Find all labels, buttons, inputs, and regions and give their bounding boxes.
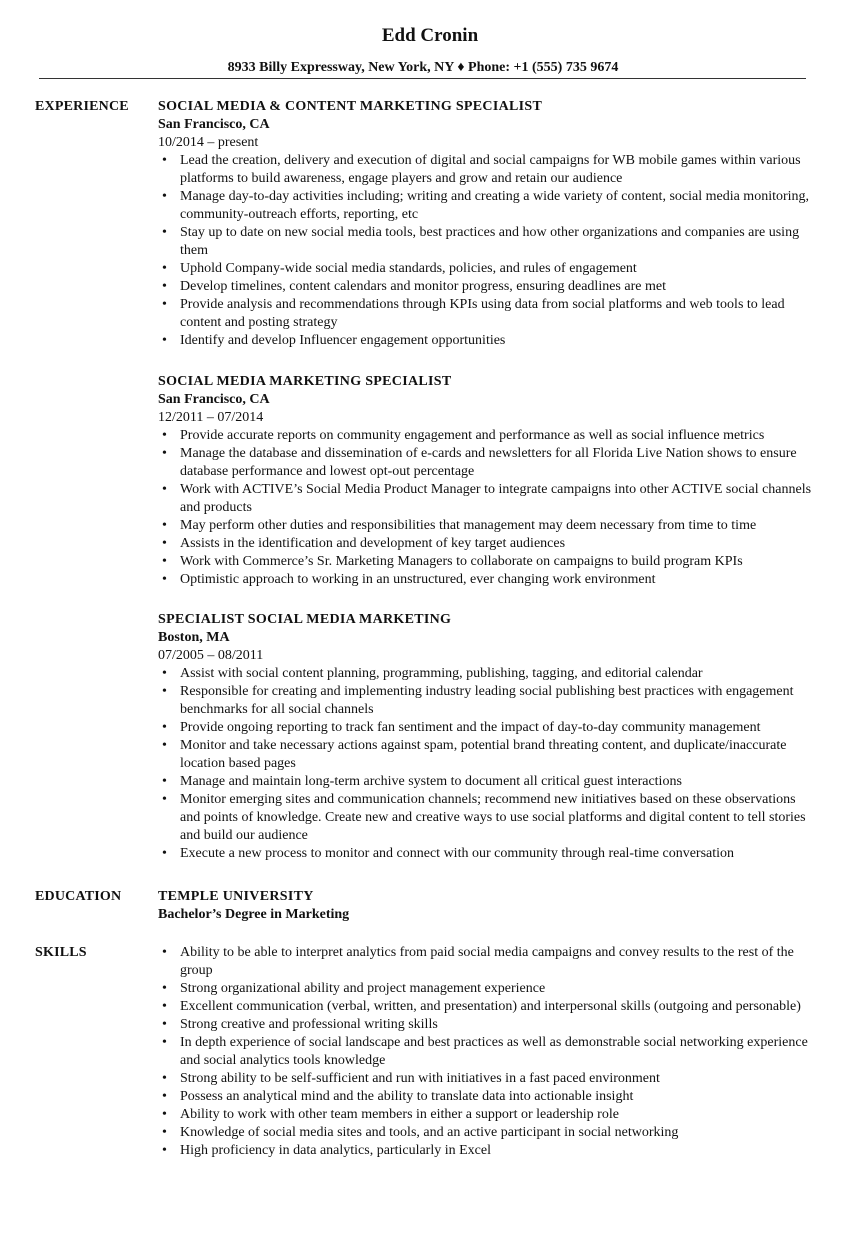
bullet-text: Monitor emerging sites and communication channels; recommend new initiatives based on these observations and points of knowledge. Create new and creative ways to use social platforms and digital content to tell stories and build our audience <box>180 792 806 843</box>
job-dates: 12/2011 – 07/2014 <box>158 410 264 425</box>
list-item <box>158 944 818 980</box>
bullet-text: High proficiency in data analytics, particularly in Excel <box>180 1143 491 1158</box>
bullet-icon: • <box>162 482 167 497</box>
bullet-text: Ability to work with other team members in either a support or leadership role <box>180 1107 619 1122</box>
list-item <box>158 665 818 683</box>
list-item <box>158 1088 818 1106</box>
bullet-icon: • <box>162 981 167 996</box>
header-divider <box>39 78 806 79</box>
list-item <box>158 481 818 517</box>
bullet-text: Strong ability to be self-sufficient and run with initiatives in a fast paced environment <box>180 1071 660 1086</box>
bullet-icon: • <box>162 1107 167 1122</box>
degree: Bachelor’s Degree in Marketing <box>158 907 350 922</box>
list-item <box>158 1070 818 1088</box>
job-dates: 10/2014 – present <box>158 135 259 150</box>
bullet-icon: • <box>162 666 167 681</box>
list-item <box>158 152 818 188</box>
bullet-icon: • <box>162 1089 167 1104</box>
list-item <box>158 1106 818 1124</box>
bullet-icon: • <box>162 1143 167 1158</box>
bullet-text: Optimistic approach to working in an unstructured, ever changing work environment <box>180 572 656 587</box>
bullet-text: Execute a new process to monitor and connect with our community through real-time conversation <box>180 846 735 861</box>
list-item <box>158 980 818 998</box>
job-bullets <box>158 152 818 350</box>
job-location: Boston, MA <box>158 630 230 645</box>
bullet-text: Stay up to date on new social media tools, best practices and how other organizations and companies are using them <box>180 225 800 258</box>
list-item <box>158 535 818 553</box>
education-entry <box>158 888 818 924</box>
bullet-icon: • <box>162 1125 167 1140</box>
bullet-icon: • <box>162 738 167 753</box>
bullet-icon: • <box>162 536 167 551</box>
bullet-text: Monitor and take necessary actions against spam, potential brand threating content, and duplicate/inaccurate location based pages <box>180 738 787 771</box>
job-dates: 07/2005 – 08/2011 <box>158 648 264 663</box>
list-item <box>158 998 818 1016</box>
list-item <box>158 224 818 260</box>
bullet-text: Develop timelines, content calendars and monitor progress, ensuring deadlines are met <box>180 279 666 294</box>
list-item <box>158 737 818 773</box>
list-item <box>158 719 818 737</box>
job-bullets <box>158 665 818 863</box>
bullet-icon: • <box>162 554 167 569</box>
skills-entry <box>158 944 818 1160</box>
bullet-icon: • <box>162 572 167 587</box>
bullet-icon: • <box>162 333 167 348</box>
bullet-icon: • <box>162 945 167 960</box>
list-item <box>158 296 818 332</box>
bullet-icon: • <box>162 720 167 735</box>
bullet-icon: • <box>162 774 167 789</box>
bullet-text: Assist with social content planning, programming, publishing, tagging, and editorial calendar <box>180 666 703 681</box>
job-entry <box>158 98 818 350</box>
job-entry <box>158 373 818 589</box>
list-item <box>158 1016 818 1034</box>
bullet-icon: • <box>162 225 167 240</box>
list-item <box>158 683 818 719</box>
list-item <box>158 1124 818 1142</box>
bullet-icon: • <box>162 1017 167 1032</box>
bullet-icon: • <box>162 261 167 276</box>
job-entry <box>158 611 818 863</box>
job-location: San Francisco, CA <box>158 117 270 132</box>
bullet-text: Strong organizational ability and project management experience <box>180 981 546 996</box>
job-title: SOCIAL MEDIA MARKETING SPECIALIST <box>158 374 452 389</box>
list-item <box>158 553 818 571</box>
bullet-icon: • <box>162 684 167 699</box>
bullet-text: Excellent communication (verbal, written, and presentation) and interpersonal skills (outgoing and personable) <box>180 999 801 1014</box>
bullet-icon: • <box>162 297 167 312</box>
candidate-name: Edd Cronin <box>381 25 479 46</box>
list-item <box>158 517 818 535</box>
bullet-text: Responsible for creating and implementing industry leading social publishing best practices with engagement benchmarks for all social channels <box>180 684 794 717</box>
skills-list <box>158 944 818 1160</box>
bullet-text: Work with ACTIVE’s Social Media Product Manager to integrate campaigns into other ACTIVE social channels and products <box>180 482 812 515</box>
list-item <box>158 260 818 278</box>
bullet-icon: • <box>162 279 167 294</box>
job-location: San Francisco, CA <box>158 392 270 407</box>
list-item <box>158 571 818 589</box>
list-item <box>158 427 818 445</box>
bullet-text: May perform other duties and responsibilities that management may deem necessary from time to time <box>180 518 757 533</box>
education-heading: EDUCATION <box>35 889 122 904</box>
bullet-text: Provide accurate reports on community engagement and performance as well as social influence metrics <box>180 428 765 443</box>
bullet-text: Strong creative and professional writing skills <box>180 1017 438 1032</box>
bullet-text: Manage the database and dissemination of e-cards and newsletters for all Florida Live Nation shows to ensure database performance and lowest opt-out percentage <box>180 446 797 479</box>
skills-heading: SKILLS <box>35 945 87 960</box>
bullet-icon: • <box>162 1035 167 1050</box>
school-name: TEMPLE UNIVERSITY <box>158 889 314 904</box>
bullet-text: Work with Commerce’s Sr. Marketing Managers to collaborate on campaigns to build program KPIs <box>180 554 743 569</box>
bullet-text: Identify and develop Influencer engagement opportunities <box>180 333 506 348</box>
bullet-text: Uphold Company-wide social media standards, policies, and rules of engagement <box>180 261 637 276</box>
experience-heading: EXPERIENCE <box>35 99 129 114</box>
list-item <box>158 278 818 296</box>
bullet-icon: • <box>162 518 167 533</box>
bullet-text: Manage day-to-day activities including; writing and creating a wide variety of content, social media monitoring, community-outreach efforts, reporting, etc <box>180 189 810 222</box>
bullet-icon: • <box>162 1071 167 1086</box>
job-title: SPECIALIST SOCIAL MEDIA MARKETING <box>158 612 452 627</box>
list-item <box>158 1034 818 1070</box>
bullet-text: Ability to be able to interpret analytics from paid social media campaigns and convey results to the rest of the group <box>180 945 794 978</box>
bullet-text: Assists in the identification and development of key target audiences <box>180 536 566 551</box>
bullet-icon: • <box>162 792 167 807</box>
bullet-text: Possess an analytical mind and the ability to translate data into actionable insight <box>180 1089 634 1104</box>
bullet-icon: • <box>162 999 167 1014</box>
list-item <box>158 445 818 481</box>
bullet-text: Provide analysis and recommendations through KPIs using data from social platforms and web tools to lead content and posting strategy <box>180 297 785 330</box>
bullet-icon: • <box>162 189 167 204</box>
contact-line: 8933 Billy Expressway, New York, NY ♦ Phone: +1 (555) 735 9674 <box>227 60 619 75</box>
list-item <box>158 773 818 791</box>
bullet-text: Knowledge of social media sites and tools, and an active participant in social networking <box>180 1125 679 1140</box>
bullet-text: In depth experience of social landscape and best practices as well as demonstrable social networking experience and social analytics tools knowledge <box>180 1035 808 1068</box>
job-title: SOCIAL MEDIA & CONTENT MARKETING SPECIALIST <box>158 99 543 114</box>
bullet-icon: • <box>162 428 167 443</box>
bullet-text: Provide ongoing reporting to track fan sentiment and the impact of day-to-day community management <box>180 720 761 735</box>
bullet-text: Manage and maintain long-term archive system to document all critical guest interactions <box>180 774 682 789</box>
list-item <box>158 791 818 845</box>
list-item <box>158 188 818 224</box>
bullet-text: Lead the creation, delivery and execution of digital and social campaigns for WB mobile games within various platforms to build awareness, engage players and grow and retain our audience <box>180 153 801 186</box>
list-item <box>158 1142 818 1160</box>
bullet-icon: • <box>162 846 167 861</box>
bullet-icon: • <box>162 153 167 168</box>
list-item <box>158 845 818 863</box>
job-bullets <box>158 427 818 589</box>
bullet-icon: • <box>162 446 167 461</box>
list-item <box>158 332 818 350</box>
